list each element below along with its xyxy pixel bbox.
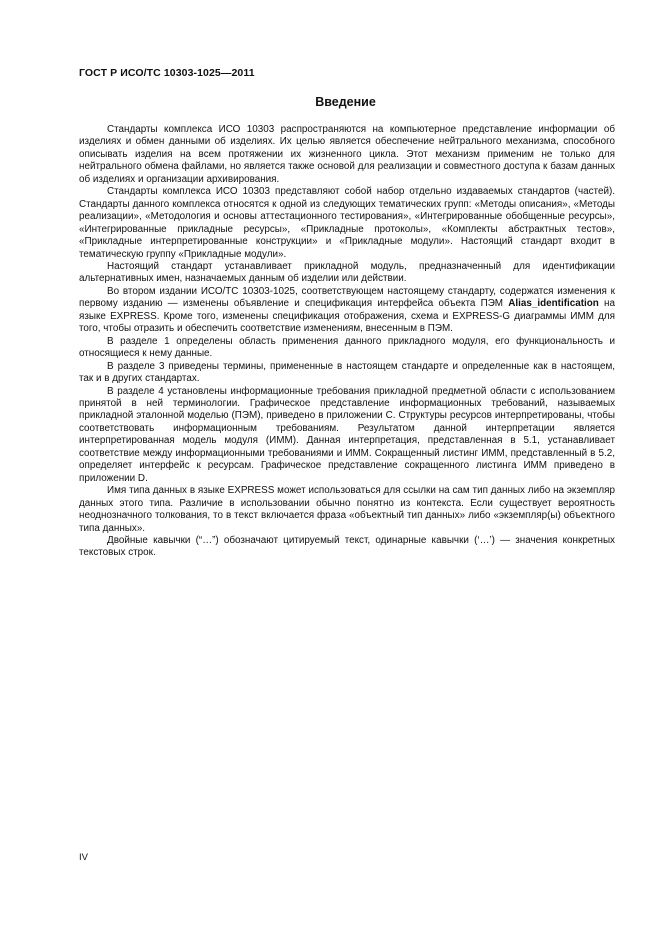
paragraph-4 [79, 286, 615, 336]
introduction-body [79, 124, 615, 560]
section-title: Введение [315, 95, 376, 109]
paragraph-4-after: на языке EXPRESS. Кроме того, изменены спецификация отображения, схема и EXPRESS-G диаграммы ИММ для того, чтобы отразить и обеспечить соответствие изменениям, внесенным в ПЭМ. [79, 298, 615, 335]
paragraph-8: Имя типа данных в языке EXPRESS может использоваться для ссылки на сам тип данных либо на экземпляр данных этого типа. Различие в использовании обычно понятно из контекста. Если существует вероятность неоднозначного толкования, то в текст включается фраза «объектный тип данных» либо «экземпляр(ы) объектного типа данных». [79, 485, 615, 534]
paragraph-6: В разделе 3 приведены термины, примененные в настоящем стандарте и определенные как в настоящем, так и в других стандартах. [79, 360, 615, 385]
paragraph-9: Двойные кавычки (“…”) обозначают цитируемый текст, одинарные кавычки (‘…’) — значения конкретных текстовых строк. [79, 534, 615, 559]
paragraph-4-before: Во втором издании ИСО/ТС 10303-1025, соответствующем настоящему стандарту, содержатся изменения к первому изданию — изменены объявление и спецификация интерфейса объекта ПЭМ [79, 285, 615, 310]
page-number: IV [79, 852, 88, 863]
standard-code-header: ГОСТ Р ИСО/ТС 10303-1025—2011 [79, 67, 255, 79]
entity-name-term: Alias_identification [508, 298, 599, 310]
paragraph-1: Стандарты комплекса ИСО 10303 распространяются на компьютерное представление информации об изделиях и обмен данными об изделиях. Их целью является обеспечение нейтрального механизма, способного описывать изделия на всем протяжении их жизненного цикла. Этот механизм применим не только для нейтрального обмена файлами, но является также основой для реализации и совместного доступа к базам данных об изделиях и организации архивирования. [79, 124, 615, 185]
paragraph-3: Настоящий стандарт устанавливает прикладной модуль, предназначенный для идентификации альтернативных имен, назначаемых данным об изделии или действии. [79, 260, 615, 285]
paragraph-2: Стандарты комплекса ИСО 10303 представляют собой набор отдельно издаваемых стандартов (частей). Стандарты данного комплекса относятся к одной из следующих тематических групп: «Методы описания», «Методы реализации», «Методология и основы аттестационного тестирования», «Интегрированные обобщенные ресурсы», «Интегрированные прикладные ресурсы», «Прикладные протоколы», «Комплекты абстрактных тестов», «Прикладные интерпретированные конструкции» и «Прикладные модули». Настоящий стандарт входит в тематическую группу «Прикладные модули». [79, 186, 615, 260]
paragraph-7: В разделе 4 установлены информационные требования прикладной предметной области с использованием принятой в ней терминологии. Графическое представление информационных требований, называемых прикладной эталонной моделью (ПЭМ), приведено в приложении С. Структуры ресурсов интерпретированы, чтобы соответствовать информационным требованиям. Результатом данной интерпретации является интерпретированная модель модуля (ИММ). Данная интерпретация, представленная в 5.1, устанавливает соответствие между информационными требованиями и ИММ. Сокращенный листинг ИММ, представленный в 5.2, определяет интерфейс к ресурсам. Графическое представление сокращенного листинга ИММ приведено в приложении D. [79, 385, 615, 484]
paragraph-5: В разделе 1 определены область применения данного прикладного модуля, его функциональность и относящиеся к нему данные. [79, 335, 615, 360]
